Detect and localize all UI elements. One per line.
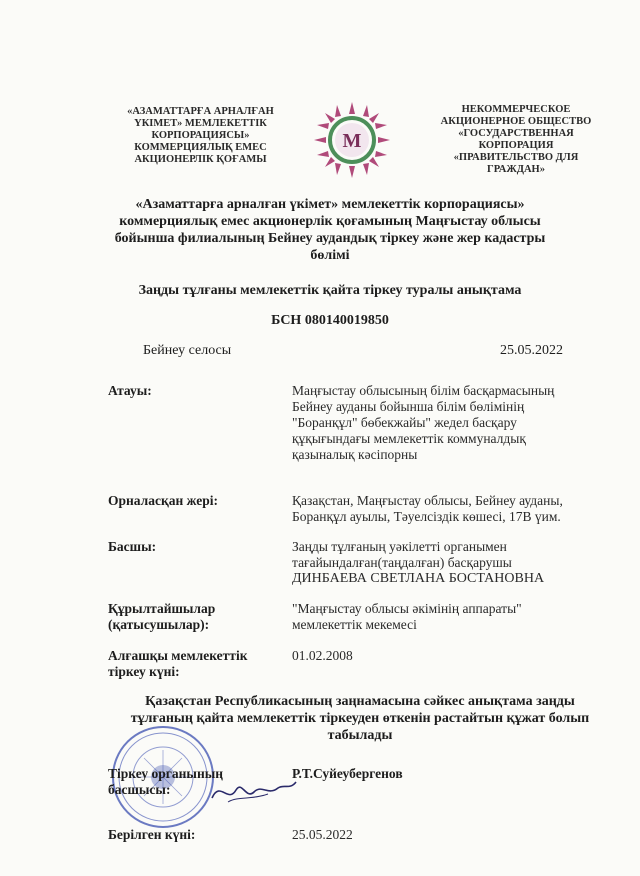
header-org-ru-line: КОРПОРАЦИЯ <box>478 140 554 151</box>
confirmation-line: табылады <box>327 728 393 743</box>
issued-date-label: Берілген күні: <box>108 827 196 842</box>
department-title-line: коммерциялық емес акционерлік қоғамының Маңғыстау облысы <box>119 214 541 229</box>
header-org-kk-line: КОММЕРЦИЯЛЫҚ ЕМЕС <box>134 142 267 153</box>
location-value-line: Қазақстан, Маңғыстау облысы, Бейнеу ауданы, <box>292 493 563 508</box>
header-org-ru-line: АКЦИОНЕРНОЕ ОБЩЕСТВО <box>440 116 592 127</box>
name-label: Атауы: <box>108 383 152 398</box>
name-value-line: Бейнеу ауданы бойынша білім бөлімінің <box>292 399 525 414</box>
header-org-ru-line: «ГОСУДАРСТВЕННАЯ <box>458 128 574 139</box>
department-title-line: бөлімі <box>310 248 350 263</box>
head-value-line: Заңды тұлғаның уәкілетті органымен <box>292 539 507 554</box>
founders-label-line: (қатысушылар): <box>108 617 210 632</box>
first-registration-label-line: Алғашқы мемлекеттік <box>108 648 248 663</box>
head-value <box>292 539 612 587</box>
header-org-ru <box>436 104 596 176</box>
founders-label <box>108 601 278 633</box>
header-org-kk <box>118 106 283 166</box>
head-value-line: тағайындалған(таңдалған) басқарушы <box>292 555 512 570</box>
signatory-role-line: Тіркеу органының <box>108 766 224 781</box>
document-title: Заңды тұлғаны мемлекеттік қайта тіркеу туралы анықтама <box>138 283 522 298</box>
location-value <box>292 493 612 525</box>
signatory-role-line: басшысы: <box>108 782 171 797</box>
header-org-ru-line: НЕКОММЕРЧЕСКОЕ <box>461 104 571 115</box>
department-title-line: бойынша филиалының Бейнеу аудандық тіркеу және жер кадастры <box>114 231 546 246</box>
issue-date: 25.05.2022 <box>500 343 563 358</box>
head-name: ДИНБАЕВА СВЕТЛАНА БОСТАНОВНА <box>292 571 545 586</box>
header-org-ru-line: «ПРАВИТЕЛЬСТВО ДЛЯ <box>453 152 579 163</box>
head-label: Басшы: <box>108 539 157 554</box>
bin-number: БСН 080140019850 <box>271 313 389 328</box>
header-org-ru-line: ГРАЖДАН» <box>487 164 545 175</box>
logo-letter: M <box>342 130 362 152</box>
issue-place: Бейнеу селосы <box>143 343 232 358</box>
department-title-line: «Азаматтарға арналған үкімет» мемлекеттік корпорациясы» <box>135 197 525 212</box>
header-org-kk-line: КОРПОРАЦИЯСЫ» <box>151 130 250 141</box>
header-org-kk-line: ҮКІМЕТ» МЕМЛЕКЕТТІК <box>134 118 267 129</box>
name-value <box>292 383 612 463</box>
issuing-department-title <box>110 196 550 264</box>
corporation-logo-icon <box>312 100 392 180</box>
confirmation-line: Қазақстан Республикасының заңнамасына сәйкес анықтама заңды <box>145 694 575 709</box>
first-registration-label <box>108 648 278 680</box>
founders-value <box>292 601 612 633</box>
first-registration-label-line: тіркеу күні: <box>108 664 180 679</box>
signatory-name: Р.Т.Суйеубергенов <box>292 766 403 781</box>
handwritten-signature-icon <box>208 770 298 810</box>
name-value-line: "Боранқұл" бөбекжайы" жедел басқару <box>292 415 517 430</box>
confirmation-line: тұлғаның қайта мемлекеттік тіркеуден өткенін растайтын құжат болып <box>130 711 590 726</box>
name-value-line: Маңғыстау облысының білім басқармасының <box>292 383 555 398</box>
founders-value-line: "Маңғыстау облысы әкімінің аппараты" <box>292 601 522 616</box>
issued-date-value: 25.05.2022 <box>292 827 353 842</box>
location-label: Орналасқан жері: <box>108 493 219 508</box>
name-value-line: қазыналық кәсіпорны <box>292 447 418 462</box>
founders-value-line: мемлекеттік мекемесі <box>292 617 417 632</box>
first-registration-value: 01.02.2008 <box>292 648 353 663</box>
founders-label-line: Құрылтайшылар <box>108 601 216 616</box>
location-value-line: Боранқұл ауылы, Тәуелсіздік көшесі, 17В үим. <box>292 509 561 524</box>
header-org-kk-line: «АЗАМАТТАРҒА АРНАЛҒАН <box>127 106 274 117</box>
name-value-line: құқығындағы мемлекеттік коммуналдық <box>292 431 526 446</box>
header-org-kk-line: АКЦИОНЕРЛІК ҚОҒАМЫ <box>134 154 267 165</box>
